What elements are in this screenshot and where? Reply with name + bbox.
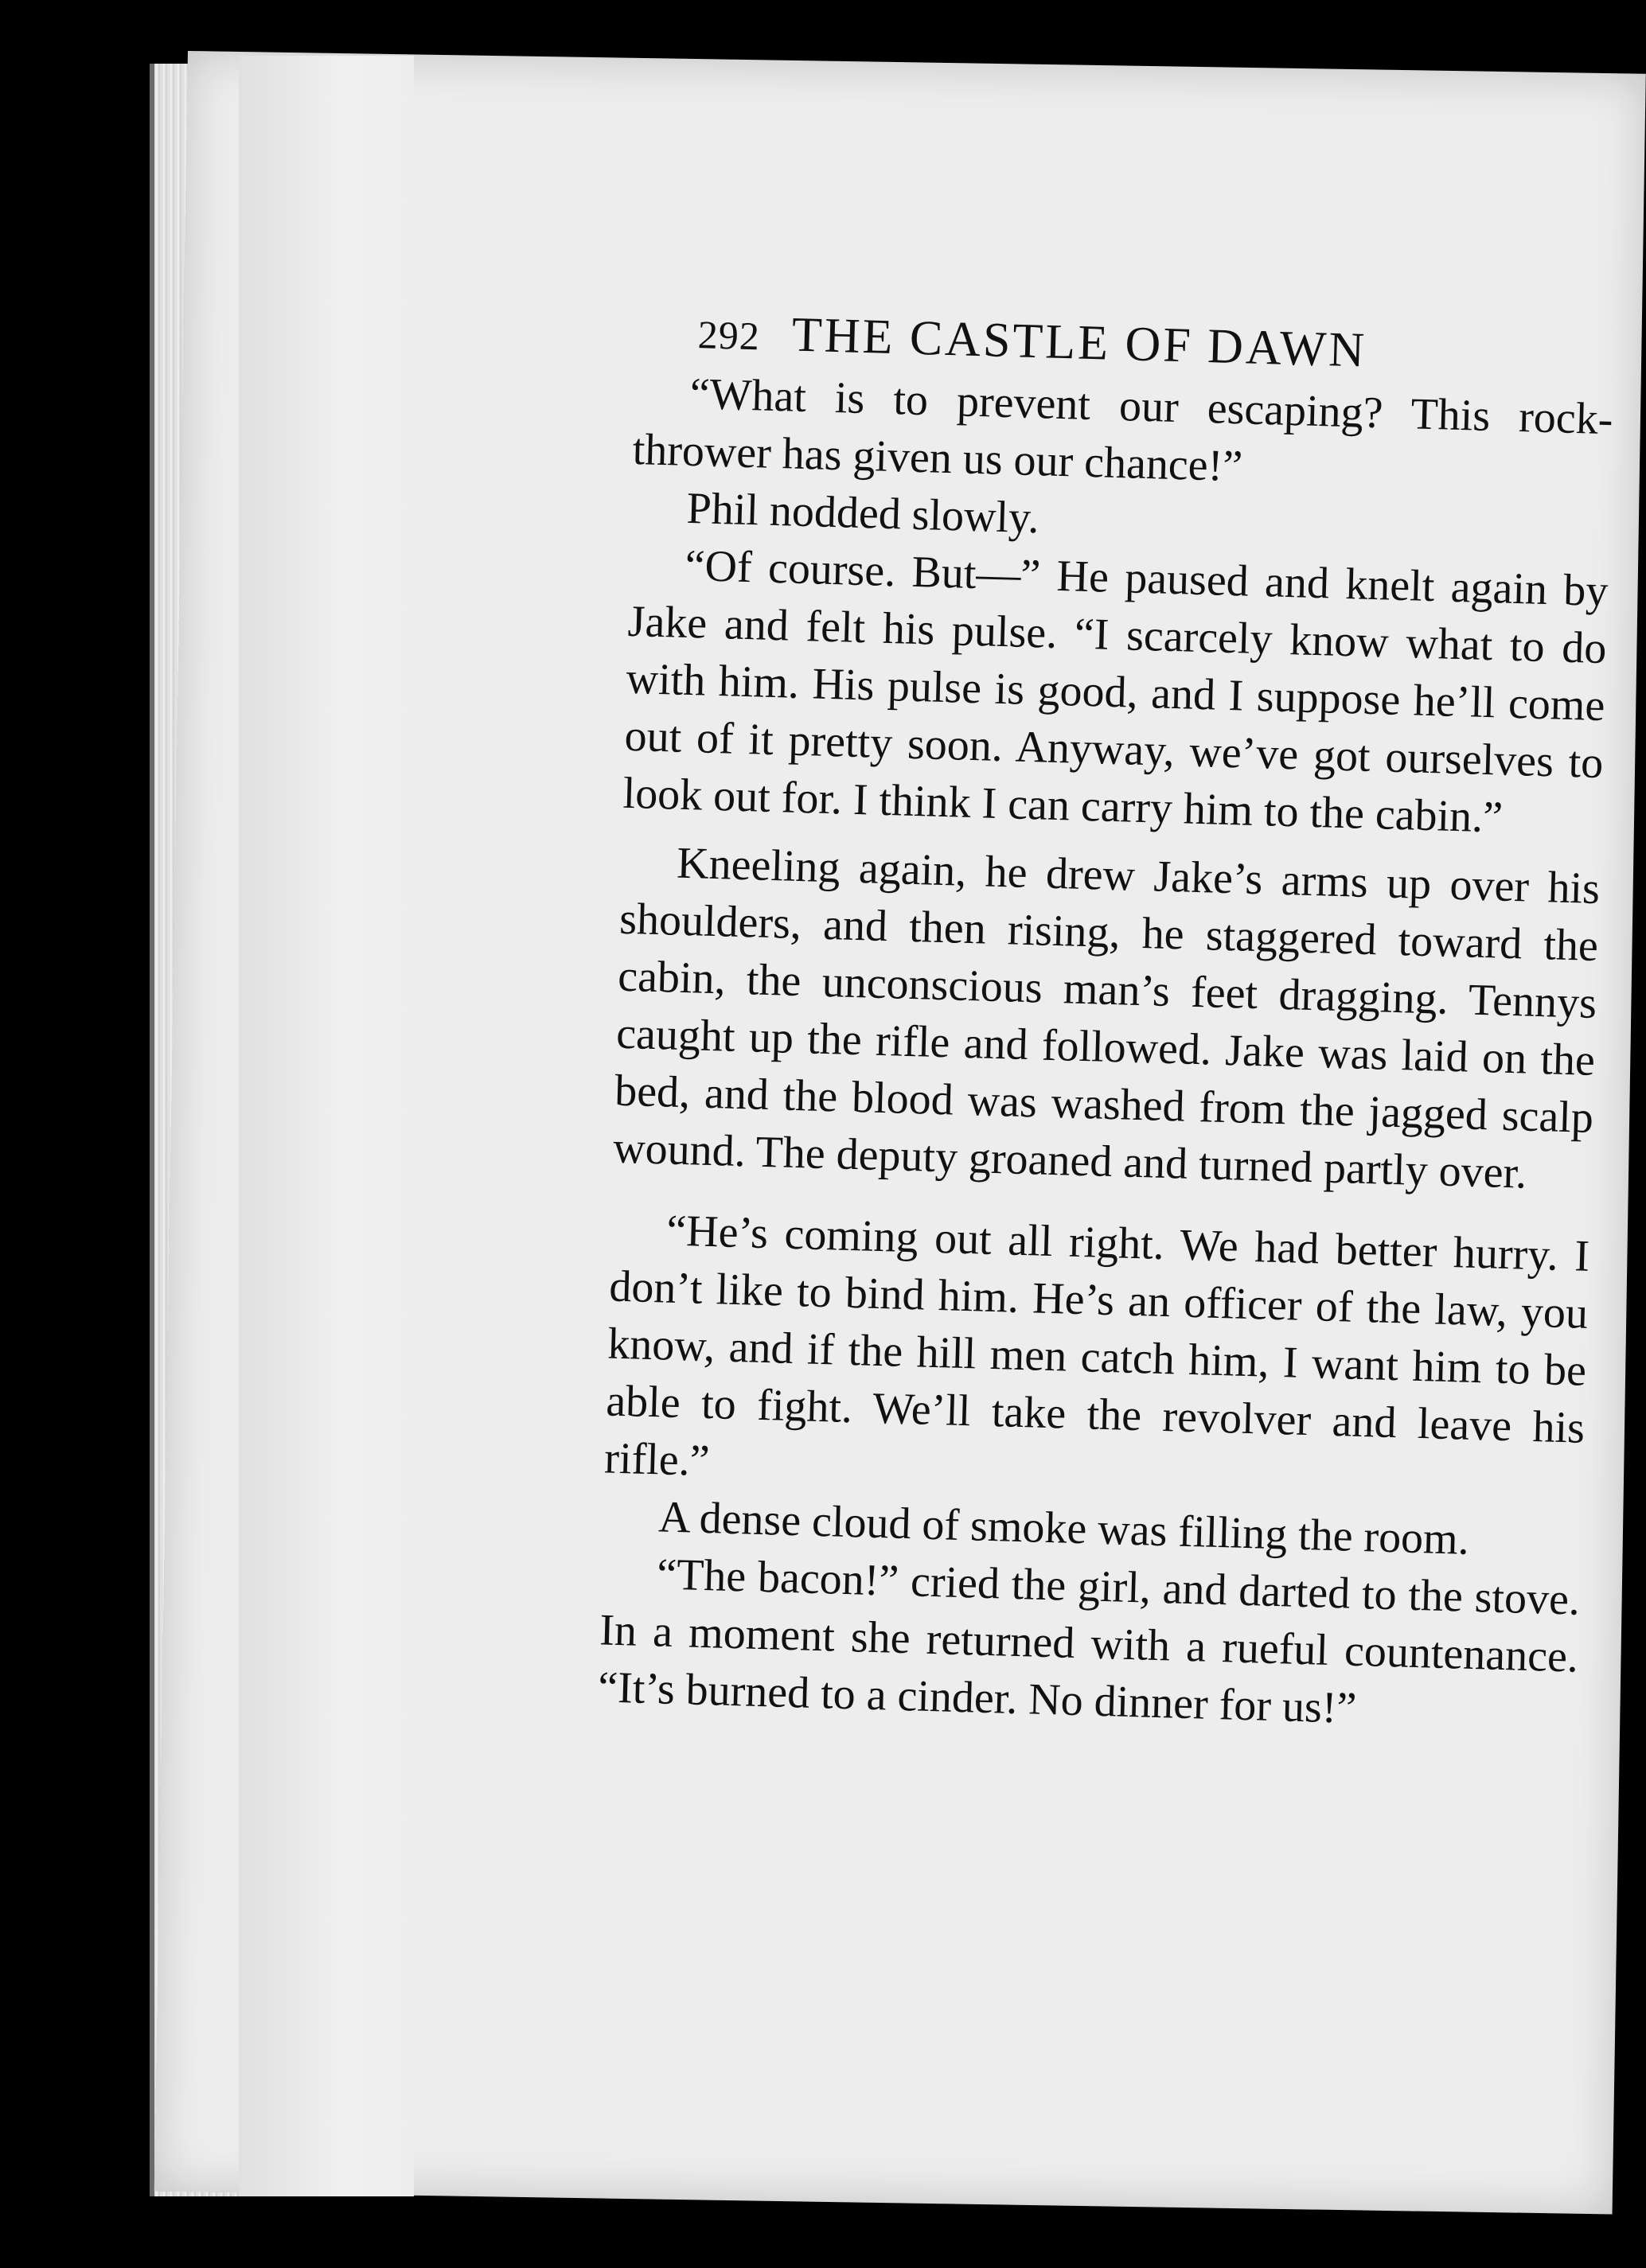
paragraph: A dense cloud of smoke was filling the room.: [657, 1492, 1470, 1565]
page-gutter: [239, 56, 414, 2196]
page-number: 292: [697, 312, 761, 359]
paragraph: Phil nodded slowly.: [685, 483, 1040, 544]
paragraph: “He’s coming out all right. We had better hurry. I don’t like to bind him. He’s an officer of the law, you know, and if the hill men catch him, I want him to be able to fight. We’ll take the revolver and leave his rifle.”: [603, 1206, 1590, 1487]
running-title: THE CASTLE OF DAWN: [790, 307, 1368, 378]
paragraph: Kneeling again, he drew Jake’s arms up over his shoulders, and then rising, he staggered toward the cabin, the unconscious man’s feet dragging. Tennys caught up the rifle and followed. Jake was laid on the bed, and the blood was washed from the jagged scalp wound. The deputy groaned and turned partly over.: [612, 838, 1601, 1198]
paragraph: “Of course. But—” He paused and knelt again by Jake and felt his pulse. “I scarcely know what to do with him. His pulse is good, and I suppose he’ll come out of it pretty soon. Anyway, we’ve got ourselves to look out for. I think I can carry him to the cabin.”: [622, 540, 1609, 843]
paragraph: “What is to prevent our escaping? This rock-thrower has given us our chance!”: [631, 368, 1614, 492]
page-text-block: [597, 302, 1615, 1744]
paragraph: “The bacon!” cried the girl, and darted to the stove. In a moment she returned with a rueful countenance. “It’s burned to a cinder. No dinner for us!”: [597, 1549, 1581, 1733]
